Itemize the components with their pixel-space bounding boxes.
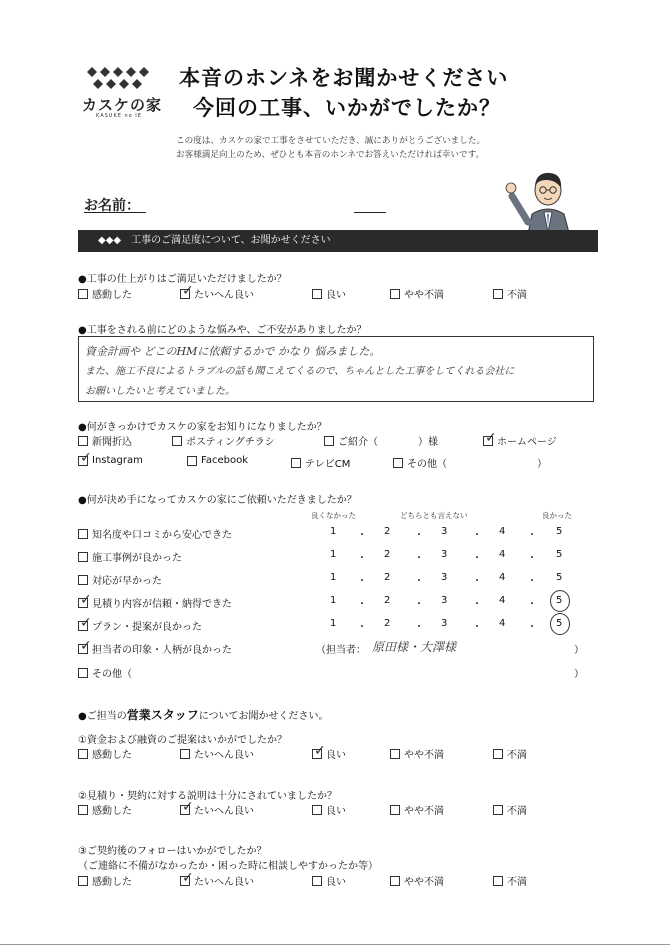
q1-option-2[interactable]: 良い [312,286,346,301]
other-close: ） [574,669,584,680]
banner-arrow [578,230,592,252]
checkbox-checked[interactable] [78,637,92,654]
check-mark-icon: ✓ [182,282,194,299]
s2-option-0[interactable]: 感動した [78,802,132,817]
scale-mark: ・ [472,622,482,633]
scale-mark[interactable]: 5 [556,526,563,537]
s1-option-1[interactable]: たいへん良い [180,746,254,761]
checkbox[interactable] [390,749,400,759]
checkbox[interactable] [78,749,88,759]
section-sales-staff: ●ご担当の営業スタッフについてお聞かせください。 [78,708,329,722]
scale-mark: ・ [527,599,537,610]
option-other-reason[interactable]: その他（ [78,665,132,680]
rating-circle [550,590,570,612]
logo-sub: KASUKE no IE [96,113,142,119]
q3-row2-option-0[interactable]: ✓ Instagram [80,449,143,466]
scale-label-bad: 良くなかった [311,511,356,520]
page-edge [0,944,670,945]
scale-mark[interactable]: 1 [330,618,337,629]
checkbox[interactable] [187,456,197,466]
checkbox[interactable] [493,749,503,759]
s1-option-2[interactable]: ✓ 良い [314,742,346,761]
staff-close: ） [574,645,584,656]
scale-mark[interactable]: 5 [556,595,563,606]
checkbox[interactable] [78,436,88,446]
question-followup-sub: （ご連絡に不備がなかったか・困った時に相談しやすかったか等） [78,861,378,872]
scale-mark: ・ [472,530,482,541]
scale-mark[interactable]: 1 [330,572,337,583]
name-label: お名前： [84,198,140,214]
page-title-line1: 本音のホンネをお聞かせください [179,66,509,90]
logo-diamond [87,67,97,77]
checkbox-checked[interactable] [483,429,497,446]
question-worries: ●工事をされる前にどのような悩みや、ご不安がありましたか？ [78,325,367,336]
section-banner: ◆◆◆ 工事のご満足度について、お聞かせください [78,230,598,252]
s1-option-3[interactable]: やや不満 [390,746,444,761]
q3-row1-option-1[interactable]: ポスティングチラシ [172,433,275,448]
checkbox-checked[interactable] [180,282,194,299]
scale-mark: ・ [357,553,367,564]
logo-diamond [126,67,136,77]
logo-name: カスケの家 [82,96,163,114]
checkbox[interactable] [493,289,503,299]
q1-option-3[interactable]: やや不満 [390,286,444,301]
scale-mark: ・ [357,599,367,610]
scale-mark: ・ [414,622,424,633]
check-mark-icon: ✓ [80,449,92,466]
q3-row2-option-3[interactable]: その他（ ） [393,455,547,470]
staff-answer: 原田様・大澤様 [372,640,457,654]
q3-row2-option-2[interactable]: テレビCM [291,455,350,470]
checkbox[interactable] [390,876,400,886]
question-discovery: ●何がきっかけでカスケの家をお知りになりましたか？ [78,422,327,433]
scale-mark[interactable]: 1 [330,526,337,537]
checkbox[interactable] [180,749,190,759]
scale-mark[interactable]: 1 [330,549,337,560]
scale-mark[interactable]: 4 [499,526,506,537]
checkbox-checked[interactable] [78,614,92,631]
scale-mark: ・ [357,576,367,587]
name-field[interactable] [354,212,386,213]
checkbox[interactable] [312,805,322,815]
question-financing: ①資金および融資のご提案はいかがでしたか？ [78,735,287,746]
s2-option-3[interactable]: やや不満 [390,802,444,817]
scale-mark: ・ [414,576,424,587]
scale-label-good: 良かった [542,511,572,520]
scale-mark: ・ [472,553,482,564]
page-title-line2: 今回の工事、いかがでしたか？ [193,96,501,120]
question-explanation: ②見積り・契約に対する説明は十分にされていましたか？ [78,791,337,802]
q3-row1-option-0[interactable]: 新聞折込 [78,433,132,448]
checkbox[interactable] [390,289,400,299]
scale-mark[interactable]: 5 [556,572,563,583]
s3-option-0[interactable]: 感動した [78,873,132,888]
check-mark-icon: ✓ [80,591,92,608]
scale-mark[interactable]: 3 [441,526,448,537]
check-mark-icon: ✓ [80,614,92,631]
scale-mark[interactable]: 4 [499,549,506,560]
intro-line1: この度は、カスケの家で工事をさせていただき、誠にありがとうございました。 [176,136,486,146]
checkbox[interactable] [291,458,301,468]
check-mark-icon: ✓ [485,429,497,446]
check-mark-icon: ✓ [314,742,326,759]
scale-mark[interactable]: 2 [384,572,391,583]
checkbox[interactable] [78,876,88,886]
s1-option-4[interactable]: 不満 [493,746,527,761]
logo-diamond [132,79,142,89]
scale-mark[interactable]: 4 [499,618,506,629]
scale-mark[interactable]: 3 [441,618,448,629]
checkbox-checked[interactable] [180,798,194,815]
checkbox[interactable] [390,805,400,815]
scale-mark[interactable]: 2 [384,526,391,537]
q4-item-4[interactable]: ✓ プラン・提案が良かった [80,614,202,633]
q3-row2-option-1[interactable]: Facebook [187,455,248,466]
scale-mark[interactable]: 4 [499,572,506,583]
scale-mark: ・ [414,599,424,610]
q3-row1-option-3[interactable]: ✓ ホームページ [485,429,557,448]
q3-row1-option-2[interactable]: ご紹介（ ）様 [324,433,438,448]
answer-line-2: また、施工不良によるトラブルの話も聞こえてくるので、ちゃんとした工事をしてくれる会社に [85,366,515,377]
logo-diamond [93,79,103,89]
s3-option-3[interactable]: やや不満 [390,873,444,888]
scale-mark: ・ [472,576,482,587]
checkbox[interactable] [78,289,88,299]
name-underline [84,212,146,213]
scale-mark: ・ [472,599,482,610]
s2-option-2[interactable]: 良い [312,802,346,817]
check-mark-icon: ✓ [182,798,194,815]
scale-mark[interactable]: 2 [384,618,391,629]
logo-diamond [113,67,123,77]
scale-mark: ・ [414,553,424,564]
checkbox[interactable] [393,458,403,468]
question-deciding-factor: ●何が決め手になってカスケの家にご依頼いただきましたか？ [78,495,357,506]
s2-option-1[interactable]: ✓ たいへん良い [182,798,254,817]
checkbox[interactable] [78,552,88,562]
scale-mark: ・ [527,622,537,633]
scale-mark: ・ [527,576,537,587]
checkbox-checked[interactable] [312,742,326,759]
checkbox-checked[interactable] [78,449,92,466]
q4-item-0[interactable]: 知名度や口コミから安心できた [78,526,232,541]
logo-diamond [139,67,149,77]
scale-mark: ・ [414,530,424,541]
s3-option-4[interactable]: 不満 [493,873,527,888]
q4-item-2[interactable]: 対応が早かった [78,572,162,587]
rating-circle [550,613,570,635]
q4-item-3[interactable]: ✓ 見積り内容が信頼・納得できた [80,591,232,610]
question-finish-quality: ●工事の仕上がりはご満足いただけましたか？ [78,274,287,285]
checkbox[interactable] [493,876,503,886]
scale-mark[interactable]: 2 [384,595,391,606]
checkbox[interactable] [324,436,334,446]
scale-mark: ・ [527,530,537,541]
s1-option-0[interactable]: 感動した [78,746,132,761]
checkbox[interactable] [312,289,322,299]
staff-label: （担当者： [316,645,366,656]
checkbox[interactable] [493,805,503,815]
checkbox-checked[interactable] [180,869,194,886]
check-mark-icon: ✓ [80,637,92,654]
q1-option-0[interactable]: 感動した [78,286,132,301]
q4-item-5[interactable]: ✓ 担当者の印象・人柄が良かった [80,637,232,656]
scale-mark[interactable]: 3 [441,549,448,560]
check-mark-icon: ✓ [182,869,194,886]
worries-answer-box[interactable] [78,336,594,402]
checkbox[interactable] [78,529,88,539]
s2-option-4[interactable]: 不満 [493,802,527,817]
scale-mark: ・ [357,530,367,541]
logo-diamond [106,79,116,89]
scale-mark: ・ [357,622,367,633]
question-followup: ③ご契約後のフォローはいかがでしたか？ [78,846,267,857]
logo-diamond [100,67,110,77]
scale-mark[interactable]: 5 [556,618,563,629]
answer-line-1: 資金計画や どこのHMに依頼するかで かなり 悩みました。 [85,345,381,358]
scale-mark[interactable]: 3 [441,595,448,606]
q1-option-1[interactable]: ✓ たいへん良い [182,282,254,301]
checkbox[interactable] [172,436,182,446]
answer-line-3: お願いしたいと考えていました。 [85,386,235,397]
checkbox[interactable] [78,575,88,585]
scale-mark[interactable]: 3 [441,572,448,583]
scale-mark: ・ [527,553,537,564]
q1-option-4[interactable]: 不満 [493,286,527,301]
scale-label-neutral: どちらとも言えない [400,511,468,520]
s3-option-2[interactable]: 良い [312,873,346,888]
q4-item-1[interactable]: 施工事例が良かった [78,549,182,564]
checkbox[interactable] [78,668,88,678]
scale-mark[interactable]: 5 [556,549,563,560]
s3-option-1[interactable]: ✓ たいへん良い [182,869,254,888]
diamond-grid-icon [86,66,152,92]
logo-diamond [119,79,129,89]
checkbox[interactable] [312,876,322,886]
checkbox[interactable] [78,805,88,815]
intro-line2: お客様満足向上のため、ぜひとも本音のホンネでお答えいただければ幸いです。 [176,150,485,160]
scale-mark[interactable]: 2 [384,549,391,560]
scale-mark[interactable]: 1 [330,595,337,606]
scale-mark[interactable]: 4 [499,595,506,606]
checkbox-checked[interactable] [78,591,92,608]
